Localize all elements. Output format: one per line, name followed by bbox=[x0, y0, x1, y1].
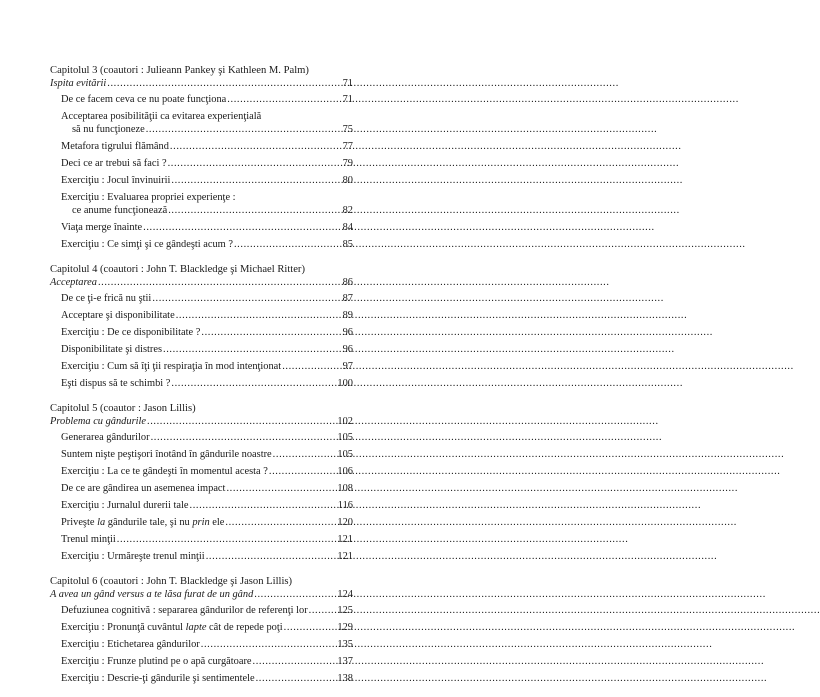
leader-dots bbox=[98, 276, 342, 289]
toc-entry bbox=[50, 377, 353, 390]
entry-text: Exerciţiu : La ce te gândeşti în momentul acesta ? bbox=[61, 466, 268, 477]
entry-text: Exerciţiu : Urmăreşte trenul minţii bbox=[61, 551, 205, 562]
toc-entry bbox=[50, 343, 353, 356]
page-number: 71 bbox=[342, 78, 353, 89]
leader-dots bbox=[163, 343, 342, 356]
page-number: 129 bbox=[337, 622, 353, 633]
entry-text-part: gândurile tale, şi nu bbox=[105, 517, 193, 528]
chapter-title-row bbox=[50, 276, 353, 289]
entry-text: De ce ţi-e frică nu ştii bbox=[61, 293, 152, 304]
page-number: 138 bbox=[337, 673, 353, 684]
entry-text: Exerciţiu : Ce simţi şi ce gândeşti acum ? bbox=[61, 239, 233, 250]
chapter-heading: Capitolul 3 (coautori : Julieann Pankey şi Kathleen M. Palm) bbox=[50, 65, 309, 76]
entry-text: Defuziunea cognitivă : separarea gândurilor de referenţi lor bbox=[61, 605, 308, 616]
chapter-heading: Capitolul 4 (coautori : John T. Blackledge şi Michael Ritter) bbox=[50, 264, 305, 275]
leader-dots bbox=[273, 448, 337, 461]
leader-dots bbox=[206, 550, 337, 563]
chapter-5 bbox=[50, 402, 353, 563]
toc-entry bbox=[50, 431, 353, 444]
toc-entry bbox=[50, 604, 353, 617]
page-number: 120 bbox=[337, 517, 353, 528]
leader-dots bbox=[151, 431, 337, 444]
toc-entry bbox=[50, 655, 353, 668]
chapter-title: Acceptarea bbox=[50, 277, 97, 288]
entry-text-part: Exerciţiu : Pronunţă cuvântul bbox=[61, 622, 186, 633]
entry-text: Acceptarea posibilităţii ca evitarea experienţială bbox=[61, 111, 262, 122]
leader-dots bbox=[143, 221, 341, 234]
page-number: 84 bbox=[342, 222, 353, 233]
chapter-title: Problema cu gândurile bbox=[50, 416, 147, 427]
page-number: 108 bbox=[337, 483, 353, 494]
toc-entry bbox=[50, 174, 353, 187]
leader-dots bbox=[190, 499, 337, 512]
page-number: 86 bbox=[342, 277, 353, 288]
leader-dots bbox=[152, 292, 341, 305]
page-number: 125 bbox=[337, 605, 353, 616]
toc-entry bbox=[50, 516, 353, 529]
chapter-title: A avea un gând versus a te lăsa furat de un gând bbox=[50, 589, 254, 600]
entry-text: Viaţa merge înainte bbox=[61, 222, 143, 233]
chapter-title-row bbox=[50, 588, 353, 601]
chapter-3 bbox=[50, 64, 353, 251]
toc-entry bbox=[50, 292, 353, 305]
page-number: 121 bbox=[337, 551, 353, 562]
entry-text: Eşti dispus să te schimbi ? bbox=[61, 378, 171, 389]
leader-dots bbox=[226, 482, 336, 495]
entry-text: Exerciţiu : Cum să îţi ţii respiraţia în mod intenţionat bbox=[61, 361, 282, 372]
toc-entry bbox=[50, 309, 353, 322]
toc-entry bbox=[50, 238, 353, 251]
leader-dots bbox=[168, 157, 342, 170]
chapter-title-row bbox=[50, 77, 353, 90]
toc-entry bbox=[50, 221, 353, 234]
page-number: 77 bbox=[342, 141, 353, 152]
page-number: 105 bbox=[337, 432, 353, 443]
chapter-heading: Capitolul 6 (coautori : John T. Blackledge şi Jason Lillis) bbox=[50, 576, 293, 587]
toc-entry bbox=[50, 140, 353, 153]
page-number: 75 bbox=[342, 124, 353, 135]
page-number: 105 bbox=[337, 449, 353, 460]
leader-dots bbox=[284, 621, 337, 634]
page-number: 85 bbox=[342, 239, 353, 250]
entry-text-continued: să nu funcţioneze bbox=[72, 124, 145, 135]
chapter-title: Ispita evitării bbox=[50, 78, 107, 89]
leader-dots bbox=[253, 655, 337, 668]
toc-entry bbox=[50, 448, 353, 461]
leader-dots bbox=[227, 93, 341, 106]
page-number: 135 bbox=[337, 639, 353, 650]
entry-text: Deci ce ar trebui să faci ? bbox=[61, 158, 167, 169]
leader-dots bbox=[225, 516, 336, 529]
page-number: 102 bbox=[337, 416, 353, 427]
page-number: 100 bbox=[337, 378, 353, 389]
chapter-4 bbox=[50, 263, 353, 390]
toc-entry bbox=[50, 191, 353, 204]
entry-text-continued: ce anume funcţionează bbox=[72, 205, 168, 216]
entry-text: Metafora tigrului flămând bbox=[61, 141, 169, 152]
table-of-contents bbox=[50, 64, 353, 697]
toc-entry bbox=[50, 672, 353, 685]
toc-entry bbox=[50, 621, 353, 634]
page-number: 121 bbox=[337, 534, 353, 545]
page-number: 96 bbox=[342, 327, 353, 338]
leader-dots bbox=[201, 638, 337, 651]
leader-dots bbox=[171, 174, 341, 187]
page-number: 80 bbox=[342, 175, 353, 186]
entry-text: Exerciţiu : Frunze plutind pe o apă curgătoare bbox=[61, 656, 252, 667]
leader-dots bbox=[234, 238, 342, 251]
toc-entry bbox=[50, 638, 353, 651]
leader-dots bbox=[282, 360, 341, 373]
leader-dots bbox=[309, 604, 337, 617]
leader-dots bbox=[269, 465, 337, 478]
toc-entry bbox=[50, 499, 353, 512]
toc-entry bbox=[50, 360, 353, 373]
chapter-title-row bbox=[50, 415, 353, 428]
page-number: 116 bbox=[337, 500, 353, 511]
entry-text-italic: prin bbox=[192, 517, 210, 528]
page-number: 87 bbox=[342, 293, 353, 304]
chapter-heading: Capitolul 5 (coautor : Jason Lillis) bbox=[50, 403, 196, 414]
toc-entry bbox=[50, 157, 353, 170]
entry-text: De ce facem ceva ce nu poate funcţiona bbox=[61, 94, 227, 105]
toc-entry bbox=[50, 326, 353, 339]
toc-entry bbox=[50, 110, 353, 123]
toc-entry bbox=[50, 482, 353, 495]
page-number: 124 bbox=[337, 589, 353, 600]
leader-dots bbox=[254, 588, 336, 601]
entry-text: Acceptare şi disponibilitate bbox=[61, 310, 175, 321]
toc-entry bbox=[50, 93, 353, 106]
page-number: 106 bbox=[337, 466, 353, 477]
page-number: 137 bbox=[337, 656, 353, 667]
entry-text-part: Priveşte bbox=[61, 517, 98, 528]
leader-dots bbox=[168, 204, 341, 217]
toc-entry-continuation bbox=[50, 204, 353, 217]
page-number: 82 bbox=[342, 205, 353, 216]
entry-text: Exerciţiu : Etichetarea gândurilor bbox=[61, 639, 200, 650]
toc-entry-continuation bbox=[50, 123, 353, 136]
page-number: 97 bbox=[342, 361, 353, 372]
page-number: 71 bbox=[342, 94, 353, 105]
entry-text: Generarea gândurilor bbox=[61, 432, 150, 443]
leader-dots bbox=[107, 77, 341, 90]
entry-text: Exerciţiu : Jurnalul durerii tale bbox=[61, 500, 189, 511]
page-number: 96 bbox=[342, 344, 353, 355]
toc-entry bbox=[50, 533, 353, 546]
entry-text: Trenul minţii bbox=[61, 534, 116, 545]
entry-text-italic: lapte bbox=[185, 622, 207, 633]
entry-text: De ce are gândirea un asemenea impact bbox=[61, 483, 226, 494]
entry-text bbox=[61, 621, 283, 634]
leader-dots bbox=[146, 123, 342, 136]
leader-dots bbox=[147, 415, 336, 428]
entry-text: Exerciţiu : Jocul învinuirii bbox=[61, 175, 171, 186]
leader-dots bbox=[171, 377, 336, 390]
entry-text: Exerciţiu : Evaluarea propriei experienţe : bbox=[61, 192, 236, 203]
toc-entry bbox=[50, 550, 353, 563]
entry-text: Disponibilitate şi distres bbox=[61, 344, 163, 355]
page-number: 89 bbox=[342, 310, 353, 321]
entry-text: Exerciţiu : De ce disponibilitate ? bbox=[61, 327, 201, 338]
leader-dots bbox=[176, 309, 342, 322]
leader-dots bbox=[117, 533, 337, 546]
book-page bbox=[0, 0, 409, 684]
entry-text-italic: la bbox=[97, 517, 106, 528]
entry-text-part: ele bbox=[209, 517, 225, 528]
toc-entry bbox=[50, 465, 353, 478]
leader-dots bbox=[201, 326, 341, 339]
entry-text: Exerciţiu : Descrie-ţi gândurile şi sentimentele bbox=[61, 673, 255, 684]
leader-dots bbox=[256, 672, 337, 685]
leader-dots bbox=[170, 140, 342, 153]
chapter-6 bbox=[50, 575, 353, 685]
page-number: 79 bbox=[342, 158, 353, 169]
entry-text-part: cât de repede poţi bbox=[206, 622, 283, 633]
entry-text: Suntem nişte peştişori înotând în gândurile noastre bbox=[61, 449, 272, 460]
entry-text bbox=[61, 516, 224, 529]
